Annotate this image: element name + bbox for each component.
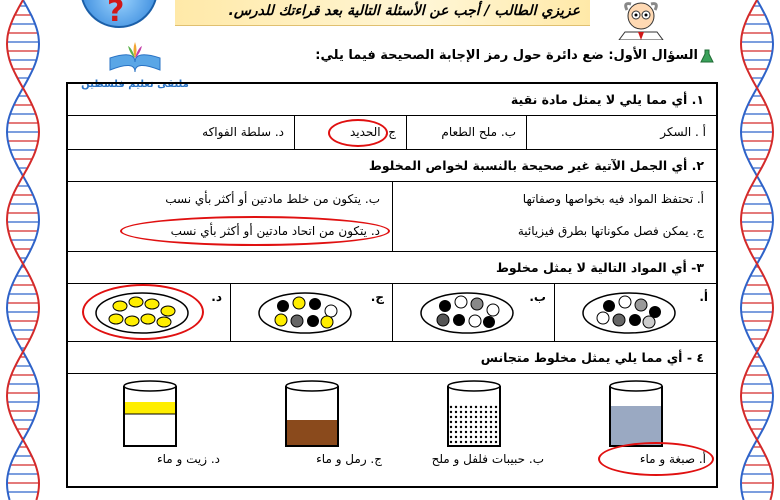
header-instruction: عزيزي الطالب / أجب عن الأسئلة التالية بعد قراءتك للدرس. — [228, 3, 580, 19]
dna-strand — [7, 0, 39, 500]
section-title: السؤال الأول: ضع دائرة حول رمز الإجابة الصحيحة فيما يلي: — [315, 48, 698, 63]
q1-option-c[interactable]: ج. الحديد — [294, 116, 406, 149]
flask-icon — [700, 49, 714, 63]
mixed-particles-image — [579, 290, 679, 336]
book-logo-icon — [80, 36, 190, 76]
q2-options — [68, 182, 716, 252]
scientist-icon — [607, 0, 675, 40]
q3-option-b[interactable] — [392, 284, 554, 341]
q4-option-b[interactable] — [392, 374, 554, 486]
dna-strip-right-decoration — [734, 0, 780, 500]
question-mark-icon: ? — [107, 0, 125, 29]
q3-options — [68, 284, 716, 342]
q1-text: ١. أي مما يلي لا يمثل مادة نقية — [510, 92, 704, 107]
header-banner — [175, 0, 590, 26]
logo-text: ملتقى تعليم فلسطين — [81, 79, 189, 90]
dye-water-beaker-image — [606, 380, 666, 450]
q2-option-d[interactable]: د. يتكون من اتحاد مادتين أو أكثر بأي نسب — [170, 224, 380, 238]
pure-particles-image — [92, 290, 192, 336]
q2-text: ٢. أي الجمل الآتية غير صحيحة بالنسبة لخواص المخلوط — [368, 158, 704, 173]
q3-option-c-letter: ج. — [370, 290, 384, 304]
q4-option-b-label: ب. حبيبات فلفل و ملح — [431, 452, 544, 466]
q4-text: ٤ - أي مما يلي يمثل مخلوط متجانس — [480, 350, 704, 365]
q4-option-c-label: ج. رمل و ماء — [316, 452, 382, 466]
q2-option-a[interactable]: أ. تحتفظ المواد فيه بخواصها وصفاتها — [522, 192, 704, 206]
mixed-particles-image — [255, 290, 355, 336]
q1-option-a[interactable]: أ . السكر — [526, 116, 716, 149]
q2-option-c[interactable]: ج. يمكن فصل مكوناتها بطرق فيزيائية — [517, 224, 704, 238]
dna-strand — [7, 0, 39, 500]
q4-option-c[interactable] — [230, 374, 392, 486]
questions-table — [66, 82, 718, 488]
dna-strip-left-decoration — [0, 0, 46, 500]
q2-column-right — [392, 182, 716, 251]
q4-option-a-label: أ. صبغة و ماء — [639, 452, 706, 466]
q3-option-d-letter: د. — [211, 290, 222, 304]
q1-option-b[interactable]: ب. ملح الطعام — [406, 116, 526, 149]
q1-header — [68, 84, 716, 116]
oil-water-beaker-image — [120, 380, 180, 450]
q3-option-c[interactable] — [230, 284, 392, 341]
q1-options — [68, 116, 716, 150]
q2-header — [68, 150, 716, 182]
sand-water-beaker-image — [282, 380, 342, 450]
q3-option-b-letter: ب. — [529, 290, 546, 304]
q4-option-a[interactable] — [554, 374, 716, 486]
q4-header — [68, 342, 716, 374]
q3-option-a-letter: أ. — [699, 290, 708, 304]
q4-options — [68, 374, 716, 486]
q3-option-a[interactable] — [554, 284, 716, 341]
q2-column-left — [68, 182, 392, 251]
q3-text: ٣- أي المواد التالية لا يمثل مخلوط — [495, 260, 704, 275]
q2-option-b[interactable]: ب. يتكون من خلط مادتين أو أكثر بأي نسب — [165, 192, 380, 206]
q3-option-d[interactable] — [68, 284, 230, 341]
dna-strand — [741, 0, 773, 500]
q4-option-d[interactable] — [68, 374, 230, 486]
pepper-salt-beaker-image — [444, 380, 504, 450]
mixed-particles-image — [417, 290, 517, 336]
q4-option-d-label: د. زيت و ماء — [156, 452, 220, 466]
q3-header — [68, 252, 716, 284]
q1-option-d[interactable]: د. سلطة الفواكه — [202, 125, 284, 139]
dna-strand — [741, 0, 773, 500]
